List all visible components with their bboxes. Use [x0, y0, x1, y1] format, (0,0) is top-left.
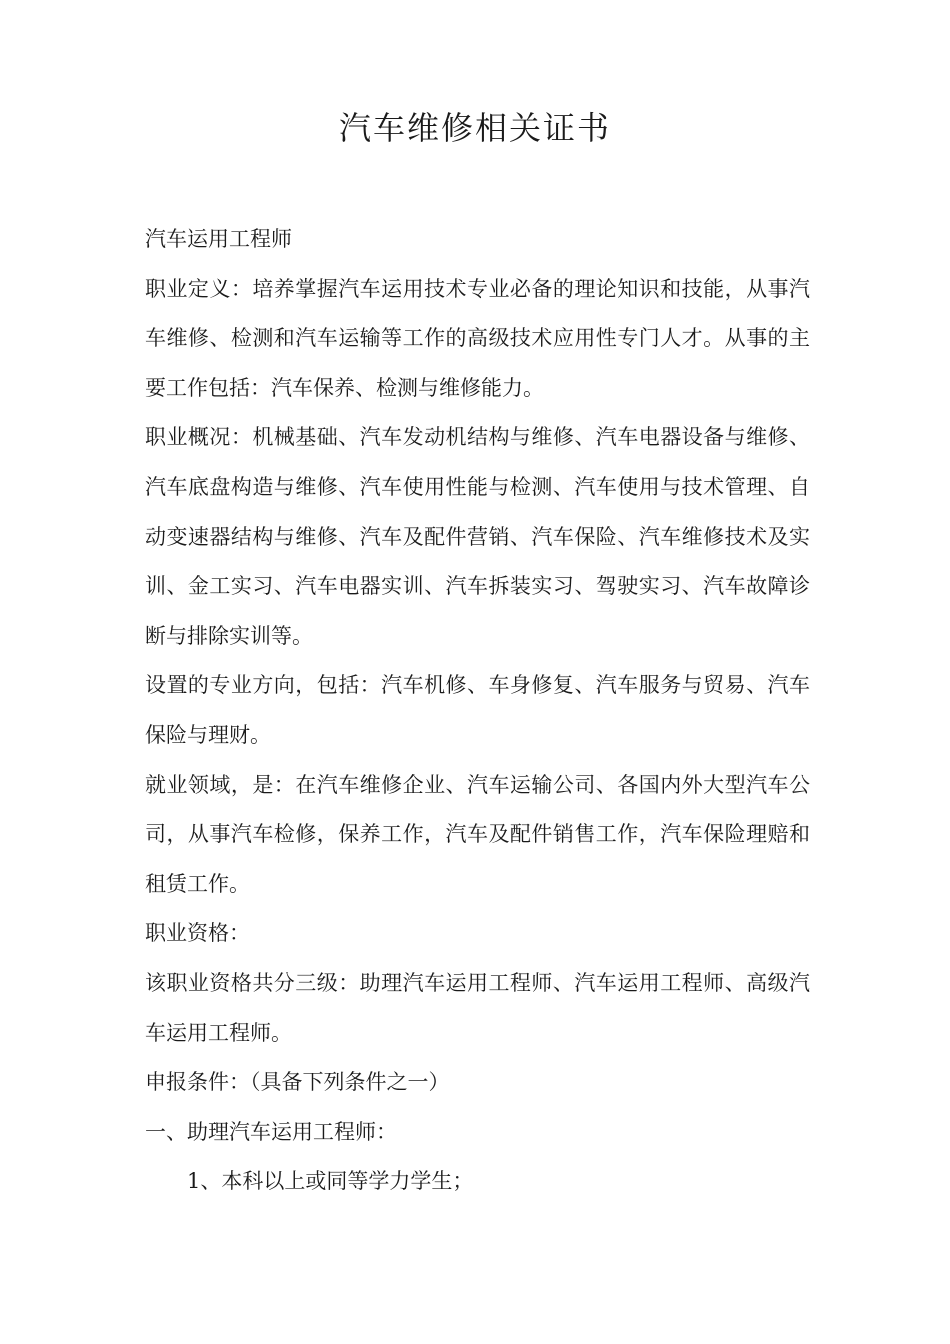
paragraph-qualification-label: 职业资格：: [145, 921, 250, 946]
paragraph-requirements: 申报条件：（具备下列条件之一）: [145, 1070, 450, 1095]
document-body: [145, 215, 810, 1207]
paragraph-employment: 就业领域，是：在汽车维修企业、汽车运输公司、各国内外大型汽车公司，从事汽车检修，保养工作，汽车及配件销售工作，汽车保险理赔和租赁工作。: [145, 772, 810, 896]
section-heading: 汽车运用工程师: [145, 227, 292, 251]
list-item: 1、本科以上或同等学力学生；: [187, 1169, 474, 1194]
paragraph-definition: 职业定义：培养掌握汽车运用技术专业必备的理论知识和技能，从事汽车维修、检测和汽车运输等工作的高级技术应用性专门人才。从事的主要工作包括：汽车保养、检测与维修能力。: [145, 276, 810, 400]
paragraph-qualification-levels: 该职业资格共分三级：助理汽车运用工程师、汽车运用工程师、高级汽车运用工程师。: [145, 970, 810, 1045]
paragraph-directions: 设置的专业方向，包括：汽车机修、车身修复、汽车服务与贸易、汽车保险与理财。: [145, 673, 810, 747]
paragraph-overview: 职业概况：机械基础、汽车发动机结构与维修、汽车电器设备与维修、汽车底盘构造与维修、汽车使用性能与检测、汽车使用与技术管理、自动变速器结构与维修、汽车及配件营销、汽车保险、汽车维修技术及实训、金工实习、汽车电器实训、汽车拆装实习、驾驶实习、汽车故障诊断与排除实训等。: [145, 425, 810, 648]
paragraph-assistant-heading: 一、助理汽车运用工程师：: [145, 1119, 397, 1144]
document-title: 汽车维修相关证书: [338, 109, 611, 147]
